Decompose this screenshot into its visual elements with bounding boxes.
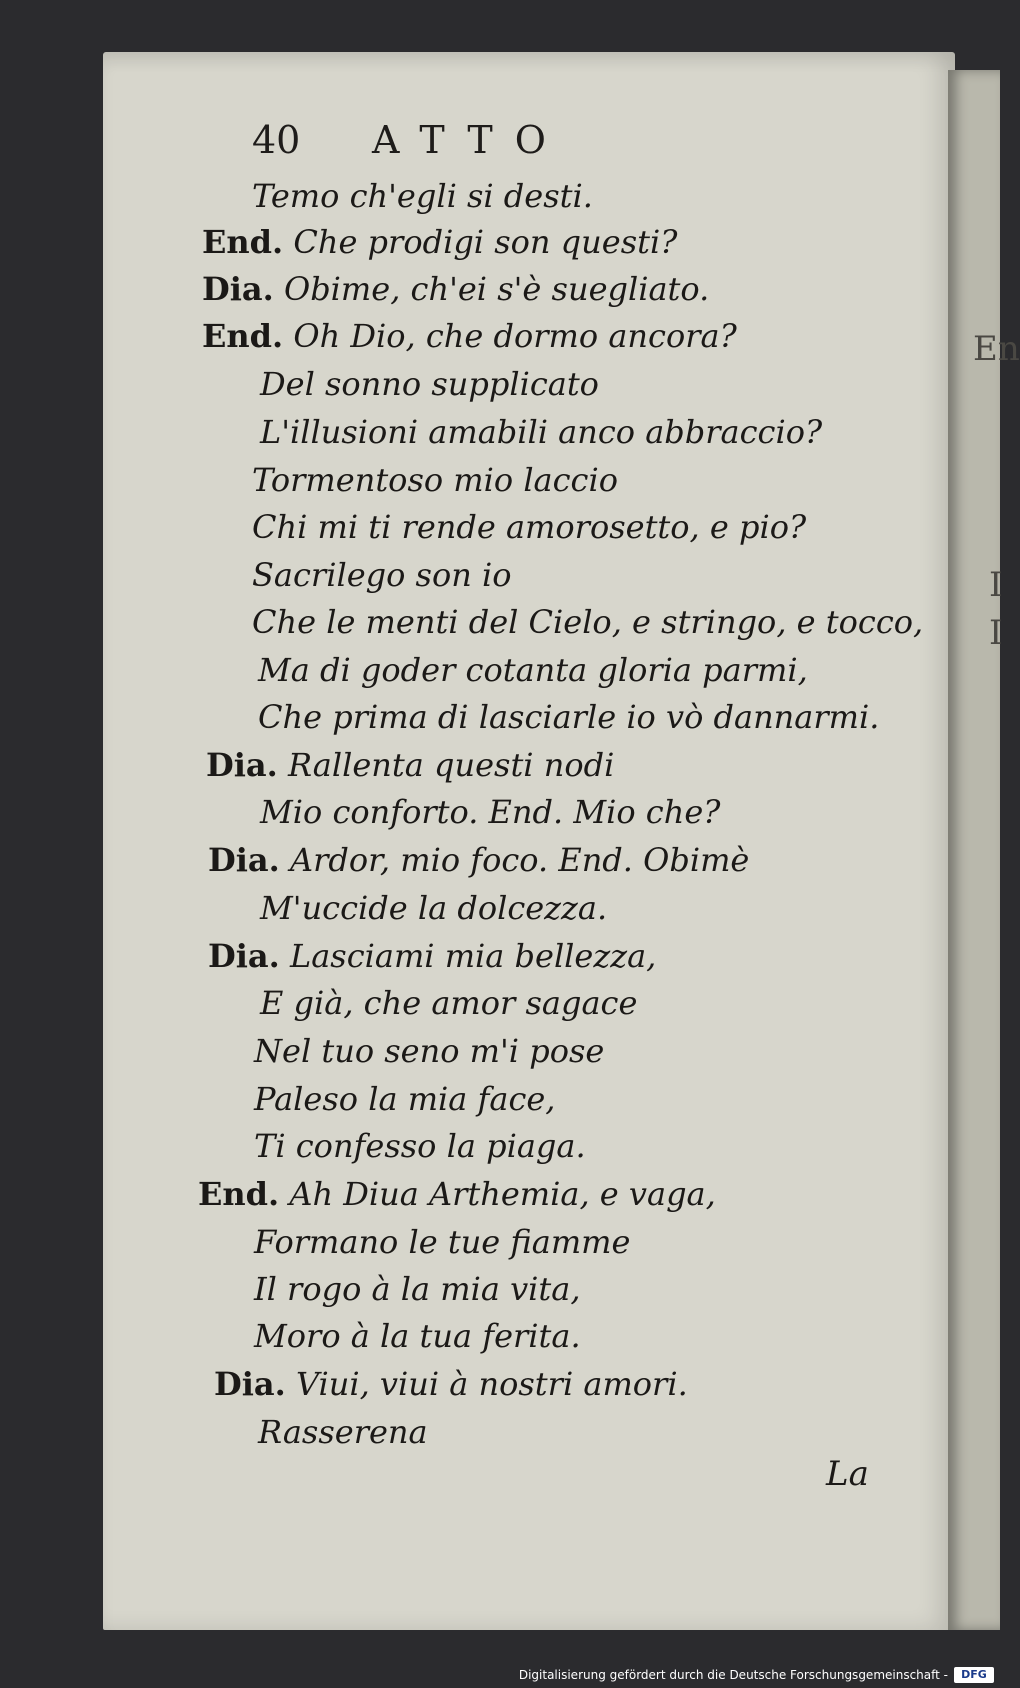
- footer-credit: Digitalisierung gefördert durch die Deutsche Forschungsgemeinschaft -: [518, 1668, 948, 1682]
- verse-line: [198, 1175, 716, 1213]
- speaker-label: Dia.: [208, 937, 280, 975]
- verse-text: M'uccide la dolcezza.: [260, 889, 608, 927]
- verse-line: [252, 603, 924, 641]
- page-header: [252, 118, 568, 162]
- speaker-label: Dia.: [214, 1365, 286, 1403]
- speaker-label: End.: [202, 223, 284, 261]
- verse-text: Che prodigi son questi?: [293, 223, 678, 261]
- verse-text: Mio conforto. End. Mio che?: [260, 793, 721, 831]
- verse-text: Lasciami mia bellezza,: [289, 937, 657, 975]
- verse-line: [254, 1270, 581, 1308]
- verse-line: [254, 1032, 605, 1070]
- verse-text: Ma di goder cotanta gloria parmi,: [258, 651, 808, 689]
- verse-line: [260, 793, 721, 831]
- verse-text: Ah Diua Arthemia, e vaga,: [289, 1175, 716, 1213]
- verse-text: Che prima di lasciarle io vò dannarmi.: [258, 698, 880, 736]
- verse-line: [260, 889, 608, 927]
- footer-bar: [0, 1658, 1000, 1688]
- verse-text: Ti confesso la piaga.: [254, 1127, 586, 1165]
- page-number: 40: [252, 118, 301, 162]
- verse-line: [208, 937, 657, 975]
- verse-text: E già, che amor sagace: [260, 984, 638, 1022]
- facing-page-text: En: [973, 329, 1020, 369]
- act-title: ATTO: [372, 118, 568, 162]
- verse-text: Temo ch'egli si desti.: [252, 177, 593, 215]
- verse-text: Tormentoso mio laccio: [252, 461, 618, 499]
- verse-line: [254, 1127, 586, 1165]
- verse-text: Ardor, mio foco. End. Obimè: [289, 841, 750, 879]
- verse-text: Rasserena: [258, 1413, 428, 1451]
- verse-text: Nel tuo seno m'i pose: [254, 1032, 605, 1070]
- verse-text: Obime, ch'ei s'è suegliato.: [283, 270, 710, 308]
- verse-text: Moro à la tua ferita.: [254, 1317, 581, 1355]
- verse-text: Il rogo à la mia vita,: [254, 1270, 581, 1308]
- verse-line: [214, 1365, 688, 1403]
- verse-line: [254, 1080, 556, 1118]
- verse-text: Viui, viui à nostri amori.: [295, 1365, 688, 1403]
- verse-text: L'illusioni amabili anco abbraccio?: [260, 413, 823, 451]
- verse-text: Oh Dio, che dormo ancora?: [293, 317, 737, 355]
- verse-line: [258, 1413, 428, 1451]
- speaker-label: End.: [198, 1175, 280, 1213]
- facing-page-text: I: [989, 613, 1003, 653]
- facing-page-edge: [948, 70, 1003, 1630]
- verse-line: [254, 1223, 631, 1261]
- verse-text: Chi mi ti rende amorosetto, e pio?: [252, 508, 807, 546]
- facing-page-text: I: [989, 565, 1003, 605]
- verse-line: [260, 365, 599, 403]
- verse-line: [252, 508, 807, 546]
- verse-line: [208, 841, 750, 879]
- verse-line: [260, 413, 823, 451]
- verse-line: [202, 317, 737, 355]
- speaker-label: Dia.: [202, 270, 274, 308]
- verse-line: [258, 698, 880, 736]
- verse-line: [254, 1317, 581, 1355]
- speaker-label: Dia.: [208, 841, 280, 879]
- verse-line: [252, 461, 618, 499]
- catchword: La: [826, 1454, 869, 1494]
- verse-line: [202, 223, 678, 261]
- verse-line: [206, 746, 615, 784]
- speaker-label: Dia.: [206, 746, 278, 784]
- dfg-logo[interactable]: DFG: [954, 1667, 994, 1683]
- verse-line: [252, 177, 593, 215]
- verse-text: Formano le tue fiamme: [254, 1223, 631, 1261]
- verse-line: [202, 270, 710, 308]
- verse-text: Che le menti del Cielo, e stringo, e tocco,: [252, 603, 924, 641]
- verse-line: [258, 651, 808, 689]
- speaker-label: End.: [202, 317, 284, 355]
- verse-text: Paleso la mia face,: [254, 1080, 556, 1118]
- verse-text: Sacrilego son io: [252, 556, 512, 594]
- verse-line: [252, 556, 512, 594]
- verse-text: Rallenta questi nodi: [287, 746, 615, 784]
- verse-text: Del sonno supplicato: [260, 365, 599, 403]
- verse-line: [260, 984, 638, 1022]
